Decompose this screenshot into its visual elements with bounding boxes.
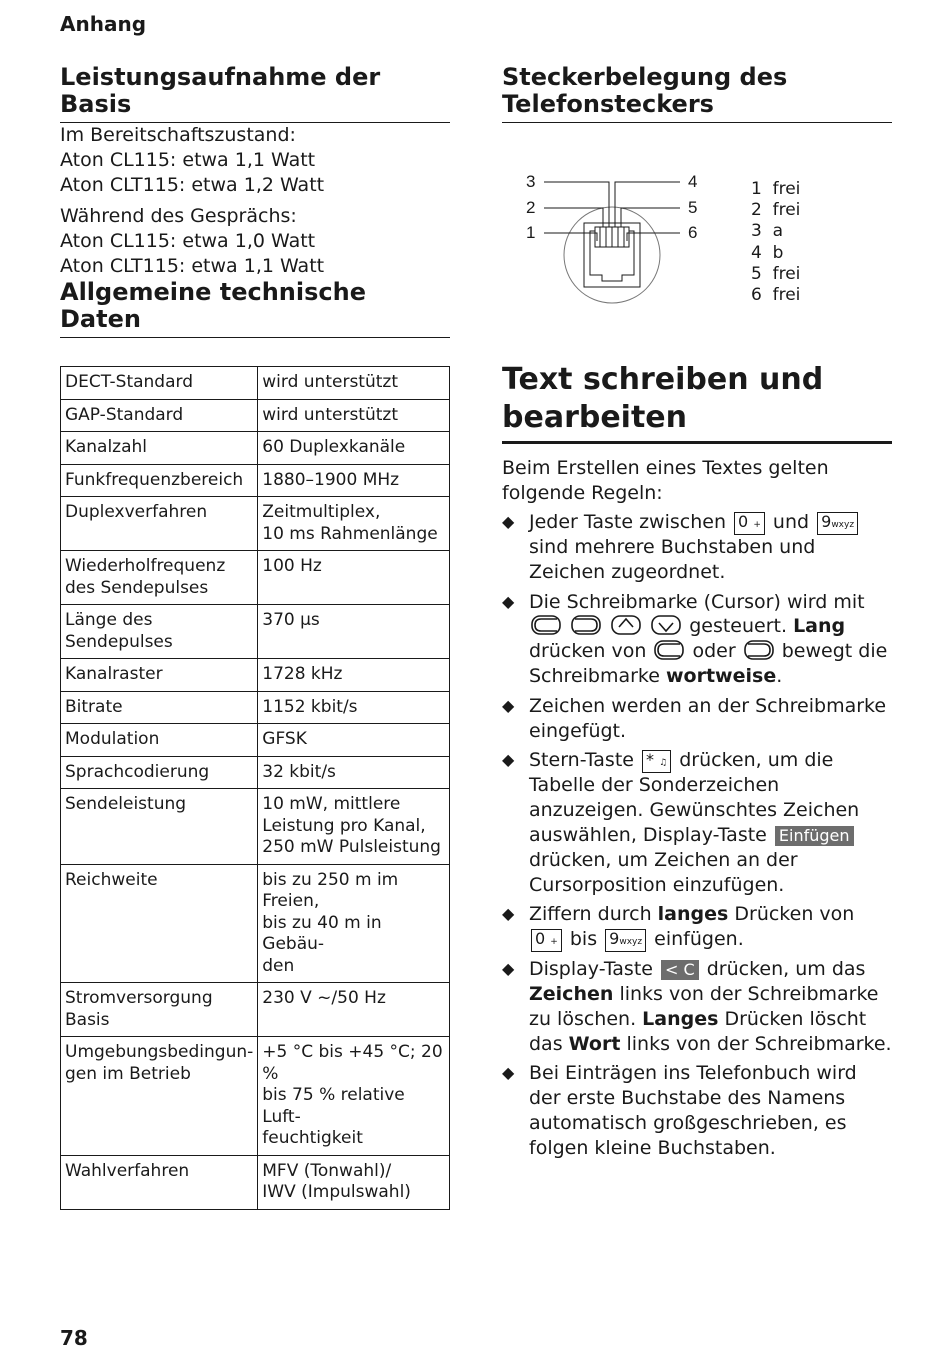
text-editing-intro: Beim Erstellen eines Textes gelten folgende Regeln:	[502, 457, 829, 504]
pin-number-3: 3	[526, 172, 536, 191]
table-row	[61, 464, 450, 497]
spec-label: Funkfrequenzbereich	[61, 464, 258, 497]
spec-label: DECT-Standard	[61, 367, 258, 400]
spec-label: Stromversorgung Basis	[61, 983, 258, 1037]
call-label: Während des Gesprächs:	[60, 205, 297, 227]
pin-number-6: 6	[688, 223, 698, 242]
key-0-icon: 0 +	[531, 929, 562, 952]
table-row	[61, 691, 450, 724]
pin-1-assignment: 1 frei	[751, 179, 801, 199]
general-data-title: Allgemeine technische Daten	[60, 279, 450, 338]
key-9-icon: 9wxyz	[605, 929, 646, 952]
page-number: 78	[60, 1326, 88, 1350]
spec-value: 60 Duplexkanäle	[258, 432, 450, 465]
table-row	[61, 983, 450, 1037]
table-row	[61, 432, 450, 465]
pin-4-assignment: 4 b	[751, 242, 784, 263]
spec-value: GFSK	[258, 724, 450, 757]
spec-value: bis zu 250 m im Freien, bis zu 40 m in Gebäu- den	[258, 864, 450, 983]
table-row	[61, 1037, 450, 1156]
spec-value: +5 °C bis +45 °C; 20 % bis 75 % relative Luft- feuchtigkeit	[258, 1037, 450, 1156]
spec-label: Kanalraster	[61, 659, 258, 692]
diamond-bullet-icon: ◆	[502, 512, 515, 531]
spec-value: 10 mW, mittlere Leistung pro Kanal, 250 mW Pulsleistung	[258, 789, 450, 865]
list-item: ◆ Bei Einträgen ins Telefonbuch wird der erste Buchstabe des Namens automatisch großgeschrieben, es folgen kleine Buchstaben.	[502, 1062, 857, 1159]
call-clt115: Aton CLT115: etwa 1,1 Watt	[60, 255, 325, 277]
table-row	[61, 864, 450, 983]
nav-key-right-icon	[571, 615, 601, 635]
chapter-title-line2: bearbeiten	[502, 400, 688, 435]
list-item: ◆ Zeichen werden an der Schreibmarke eingefügt.	[502, 694, 887, 742]
table-row	[61, 367, 450, 400]
key-9-icon: 9wxyz	[817, 512, 858, 535]
table-row	[61, 1155, 450, 1209]
spec-value: 370 µs	[258, 605, 450, 659]
diamond-bullet-icon: ◆	[502, 1063, 515, 1083]
pin-number-1: 1	[526, 223, 536, 242]
spec-label: Duplexverfahren	[61, 497, 258, 551]
table-row	[61, 551, 450, 605]
page-header: Anhang	[60, 12, 147, 36]
insert-softkey: Einfügen	[775, 826, 854, 846]
diamond-bullet-icon: ◆	[502, 959, 515, 979]
right-column	[502, 64, 892, 1166]
spec-label: Länge des Sendepulses	[61, 605, 258, 659]
diamond-bullet-icon: ◆	[502, 904, 515, 924]
list-item: ◆ Stern-Taste * ♫ drücken, um die Tabelle der Sonderzeichen anzuzeigen. Gewünschtes Zeichen auswählen, Display-Taste Einfügen drücken, um Zeichen an der Cursorposition einzufügen.	[502, 749, 860, 896]
table-row	[61, 789, 450, 865]
power-section-title: Leistungsaufnahme der Basis	[60, 64, 450, 123]
table-row	[61, 659, 450, 692]
call-cl115: Aton CL115: etwa 1,0 Watt	[60, 230, 316, 252]
table-row	[61, 497, 450, 551]
nav-key-right-icon	[744, 640, 774, 660]
spec-value: 100 Hz	[258, 551, 450, 605]
spec-value: 230 V ~/50 Hz	[258, 983, 450, 1037]
spec-label: Sendeleistung	[61, 789, 258, 865]
nav-key-left-icon	[531, 615, 561, 635]
pin-2-assignment: 2 frei	[751, 200, 801, 221]
table-row	[61, 724, 450, 757]
spec-label: Kanalzahl	[61, 432, 258, 465]
spec-value: Zeitmultiplex, 10 ms Rahmenlänge	[258, 497, 450, 551]
plug-title-line2: Telefonsteckers	[502, 90, 714, 118]
plug-title-line1: Steckerbelegung des	[502, 63, 788, 91]
list-item: ◆ Die Schreibmarke (Cursor) wird mit gesteuert. Lang drücken von oder bewegt die Schreibmarke wortweise.	[502, 590, 888, 687]
table-row	[61, 605, 450, 659]
nav-key-left-icon	[654, 640, 684, 660]
spec-label: Reichweite	[61, 864, 258, 983]
list-item: ◆ Ziffern durch langes Drücken von 0 + bis 9wxyz einfügen.	[502, 903, 855, 951]
spec-value: 1880–1900 MHz	[258, 464, 450, 497]
pin-5-assignment: 5 frei	[751, 263, 801, 284]
spec-label: Wiederholfrequenz des Sendepulses	[61, 551, 258, 605]
pin-number-2: 2	[526, 198, 536, 217]
spec-label: Wahlverfahren	[61, 1155, 258, 1209]
text-editing-rules	[502, 510, 892, 1161]
standby-clt115: Aton CLT115: etwa 1,2 Watt	[60, 174, 325, 196]
diamond-bullet-icon: ◆	[502, 750, 515, 770]
pin-number-4: 4	[688, 172, 698, 191]
spec-value: wird unterstützt	[258, 399, 450, 432]
diamond-bullet-icon: ◆	[502, 695, 515, 715]
spec-label: Modulation	[61, 724, 258, 757]
diamond-bullet-icon: ◆	[502, 591, 515, 611]
list-item: ◆ Display-Taste < C drücken, um das Zeichen links von der Schreibmarke zu löschen. Langes Drücken löscht das Wort links von der Schreibmarke.	[502, 958, 892, 1055]
pin-3-assignment: 3 a	[751, 221, 784, 242]
spec-label: Bitrate	[61, 691, 258, 724]
spec-value: 1152 kbit/s	[258, 691, 450, 724]
power-consumption-text	[60, 123, 450, 279]
key-star-icon: * ♫	[642, 750, 671, 773]
spec-label: GAP-Standard	[61, 399, 258, 432]
spec-value: MFV (Tonwahl)/ IWV (Impulswahl)	[258, 1155, 450, 1209]
standby-label: Im Bereitschaftszustand:	[60, 124, 296, 146]
spec-label: Sprachcodierung	[61, 756, 258, 789]
standby-cl115: Aton CL115: etwa 1,1 Watt	[60, 149, 316, 171]
list-item: ◆ Jeder Taste zwischen 0 + und 9wxyz sind mehrere Buchstaben und Zeichen zugeordnet.	[502, 510, 892, 585]
spec-value: 1728 kHz	[258, 659, 450, 692]
chapter-title-line1: Text schreiben und	[502, 362, 824, 397]
rj-plug-illustration	[502, 135, 742, 335]
technical-data-table	[60, 366, 450, 1210]
pin-assignment-list	[751, 179, 800, 306]
plug-section-title	[502, 64, 892, 123]
plug-pin-diagram	[502, 135, 892, 335]
pin-6-assignment: 6 frei	[751, 285, 801, 306]
spec-label: Umgebungsbedingun- gen im Betrieb	[61, 1037, 258, 1156]
spec-value: 32 kbit/s	[258, 756, 450, 789]
table-row	[61, 756, 450, 789]
key-0-icon: 0 +	[734, 512, 765, 535]
spec-value: wird unterstützt	[258, 367, 450, 400]
table-row	[61, 399, 450, 432]
pin-number-5: 5	[688, 198, 698, 217]
delete-softkey: < C	[661, 960, 699, 980]
left-column	[60, 64, 450, 1210]
nav-key-up-icon	[611, 615, 641, 635]
text-editing-chapter-title	[502, 361, 892, 444]
nav-key-down-icon	[651, 615, 681, 635]
